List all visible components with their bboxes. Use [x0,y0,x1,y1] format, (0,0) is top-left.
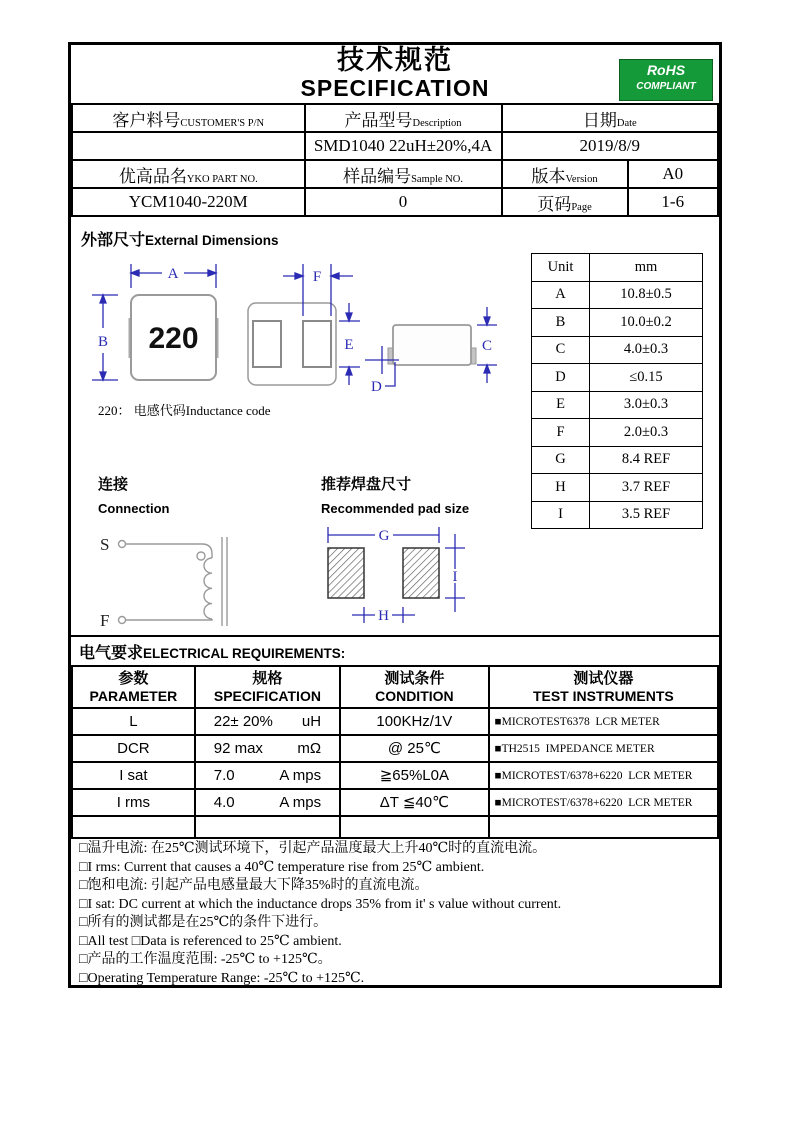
table-row [532,474,703,502]
version-value-cell [628,160,718,188]
date-value-cell [502,132,718,160]
dimensions-section-heading [81,227,279,250]
param-value: I sat [119,766,148,784]
param-value: L [129,712,138,730]
note-line: □Operating Temperature Range: -25℃ to +125℃. [79,970,365,986]
table-row [72,735,718,762]
dim-name: I [532,501,590,529]
instrument-value: ■MICROTEST/6378+6220 LCR METER [494,796,693,809]
specification-header-en: SPECIFICATION [213,687,321,704]
dimensions-heading-en: External Dimensions [145,233,279,248]
spec-cell [195,762,340,789]
column-header-specification [195,666,340,708]
description-label-cell [305,104,502,132]
dim-label-d: D [371,379,382,395]
part-no-label-cn: 优高品名 [118,166,187,186]
sample-no-value-cell [305,188,502,216]
electrical-table [71,665,719,839]
rohs-compliant-badge [619,59,713,101]
dim-label-g: G [378,528,390,544]
pad-size-diagram [313,523,473,633]
bottom-view-drawing [243,258,373,398]
dim-label-c: C [481,338,493,354]
spec-value: 22± 20% [213,713,273,730]
info-table [71,103,719,217]
dim-name: D [532,364,590,392]
spec-cell [195,735,340,762]
description-value: SMD1040 22uH±20%,4A [313,136,493,155]
date-label-cn: 日期 [582,110,617,130]
component-body-side-view [393,325,471,365]
part-no-label-cell [72,160,305,188]
spec-unit: mΩ [297,740,322,757]
spec-unit: A mps [279,794,322,811]
page-value: 1-6 [661,192,685,211]
side-view-drawing [363,298,503,403]
column-header-condition [340,666,489,708]
note-line: □I sat: DC current at which the inductance drops 35% from it' s value without current. [79,896,562,912]
column-header-instruments [489,666,718,708]
electrical-section [71,635,719,839]
dim-label-h: H [378,608,389,624]
spec-value: 4.0 [213,794,235,811]
spec-cell [195,708,340,735]
dimension-table [531,253,703,529]
table-row [532,281,703,309]
spec-cell [195,789,340,816]
condition-cell [340,789,489,816]
sample-no-label-cn: 样品编号 [343,166,412,186]
dim-value: 3.0±0.3 [590,391,703,419]
notes-section [71,835,719,993]
page-title-en: SPECIFICATION [300,75,490,101]
part-no-label-en: YKO PART NO. [186,173,258,185]
note-line: □饱和电流: 引起产品电感量最大下降35%时的直流电流。 [79,878,429,893]
spec-unit: uH [301,713,322,730]
parameter-header-cn: 参数 [118,670,149,687]
instrument-cell [489,762,718,789]
version-label-cell [502,160,628,188]
param-cell [72,708,195,735]
rohs-badge-line1: RoHS [646,62,686,78]
inductance-marking: 220 [148,322,199,355]
customer-pn-label-cn: 客户料号 [112,110,181,130]
dim-name: G [532,446,590,474]
note-line: □产品的工作温度范围: -25℃ to +125℃。 [79,952,332,967]
dim-value: 3.7 REF [590,474,703,502]
version-value: A0 [662,164,684,183]
document-frame [68,42,722,988]
part-no-value-cell [72,188,305,216]
dim-label-i: I [452,569,458,585]
dim-table-header-mm: mm [590,254,703,282]
dim-value: 8.4 REF [590,446,703,474]
condition-cell [340,735,489,762]
dim-label-f: F [312,269,322,285]
table-row [72,132,718,160]
winding-symbol [119,537,228,626]
table-row [532,364,703,392]
table-row [72,708,718,735]
dim-label-e: E [344,337,354,353]
page-title-cn: 技术规范 [337,45,453,75]
instrument-cell [489,789,718,816]
bottom-right-pad [303,321,331,367]
dim-value: 10.0±0.2 [590,309,703,337]
table-row [72,789,718,816]
note-line: □温升电流: 在25℃测试环境下，引起产品温度最大上升40℃时的直流电流。 [79,841,547,856]
param-value: I rms [116,793,151,811]
connection-diagram [98,531,233,631]
condition-cell [340,708,489,735]
table-row [532,501,703,529]
part-no-value: YCM1040-220M [128,192,248,211]
table-row [532,419,703,447]
table-row [532,309,703,337]
dim-name: H [532,474,590,502]
right-solder-pad [403,548,439,598]
table-row [532,336,703,364]
dim-value: 4.0±0.3 [590,336,703,364]
instrument-value: ■TH2515 IMPEDANCE METER [494,742,655,755]
top-view-drawing [88,258,233,393]
dim-name: C [532,336,590,364]
page-label-en: Page [571,201,592,213]
dim-table-header-unit: Unit [532,254,590,282]
description-label-en: Description [412,117,462,129]
condition-header-cn: 测试条件 [384,670,445,687]
electrical-heading-en: ELECTRICAL REQUIREMENTS: [143,646,346,661]
page-value-cell [628,188,718,216]
rohs-badge-line2: COMPLIANT [636,81,696,92]
start-terminal-label: S [100,535,110,554]
dim-name: A [532,281,590,309]
dimensions-heading-cn: 外部尺寸 [81,232,146,249]
param-cell [72,735,195,762]
param-cell [72,762,195,789]
sample-no-label-cell [305,160,502,188]
instrument-value: ■MICROTEST6378 LCR METER [494,715,660,728]
electrical-section-heading [71,637,719,665]
spec-unit: A mps [279,767,322,784]
column-header-parameter [72,666,195,708]
customer-pn-label-en: CUSTOMER'S P/N [180,117,265,129]
dim-value: 3.5 REF [590,501,703,529]
instrument-cell [489,735,718,762]
instrument-value: ■MICROTEST/6378+6220 LCR METER [494,769,693,782]
pad-size-heading-cn: 推荐焊盘尺寸 [321,477,412,493]
condition-cell [340,762,489,789]
pad-size-heading-en: Recommended pad size [321,501,470,516]
parameter-header-en: PARAMETER [89,687,178,704]
date-label-en: Date [616,117,637,129]
note-line: □所有的测试都是在25℃的条件下进行。 [79,915,328,930]
connection-heading-cn: 连接 [98,477,129,493]
description-value-cell [305,132,502,160]
dim-value: 10.8±0.5 [590,281,703,309]
finish-terminal-label: F [100,611,110,630]
table-header-row [72,666,718,708]
dim-name: F [532,419,590,447]
table-row [72,160,718,188]
dim-name: B [532,309,590,337]
sample-no-label-en: Sample NO. [411,173,464,185]
table-row [532,446,703,474]
customer-pn-value-cell [72,132,305,160]
condition-value: ≧65%L0A [379,767,449,784]
inductance-code-note: 220： 电感代码Inductance code [98,403,271,418]
dim-label-b: B [97,334,109,350]
date-value: 2019/8/9 [579,136,640,155]
dim-value: 2.0±0.3 [590,419,703,447]
page-label-cn: 页码 [537,194,572,214]
instrument-cell [489,708,718,735]
param-value: DCR [117,739,150,757]
table-row [72,104,718,132]
note-line: □All test □Data is referenced to 25℃ ambient. [79,933,342,949]
condition-value: @ 25℃ [387,740,441,757]
version-label-cn: 版本 [531,166,566,186]
bottom-left-pad [253,321,281,367]
connection-heading-en: Connection [98,501,170,516]
electrical-heading-cn: 电气要求 [79,645,144,662]
table-row [532,391,703,419]
spec-value: 7.0 [213,767,235,784]
condition-value: ΔT ≦40℃ [379,794,449,811]
dim-label-a: A [167,266,179,282]
dim-name: E [532,391,590,419]
dim-value: ≤0.15 [590,364,703,392]
condition-header-en: CONDITION [375,687,454,704]
sample-no-value: 0 [398,192,408,211]
description-label-cn: 产品型号 [344,110,413,130]
customer-pn-label-cell [72,104,305,132]
left-solder-pad [328,548,364,598]
table-row [72,762,718,789]
instruments-header-en: TEST INSTRUMENTS [532,687,674,704]
instruments-header-cn: 测试仪器 [573,670,634,687]
param-cell [72,789,195,816]
table-row [532,254,703,282]
note-line: □I rms: Current that causes a 40℃ temperature rise from 25℃ ambient. [79,859,485,875]
page-label-cell [502,188,628,216]
spec-value: 92 max [213,740,263,757]
condition-value: 100KHz/1V [376,712,453,730]
version-label-en: Version [565,173,598,185]
date-label-cell [502,104,718,132]
specification-header-cn: 规格 [252,670,283,687]
table-row [72,188,718,216]
